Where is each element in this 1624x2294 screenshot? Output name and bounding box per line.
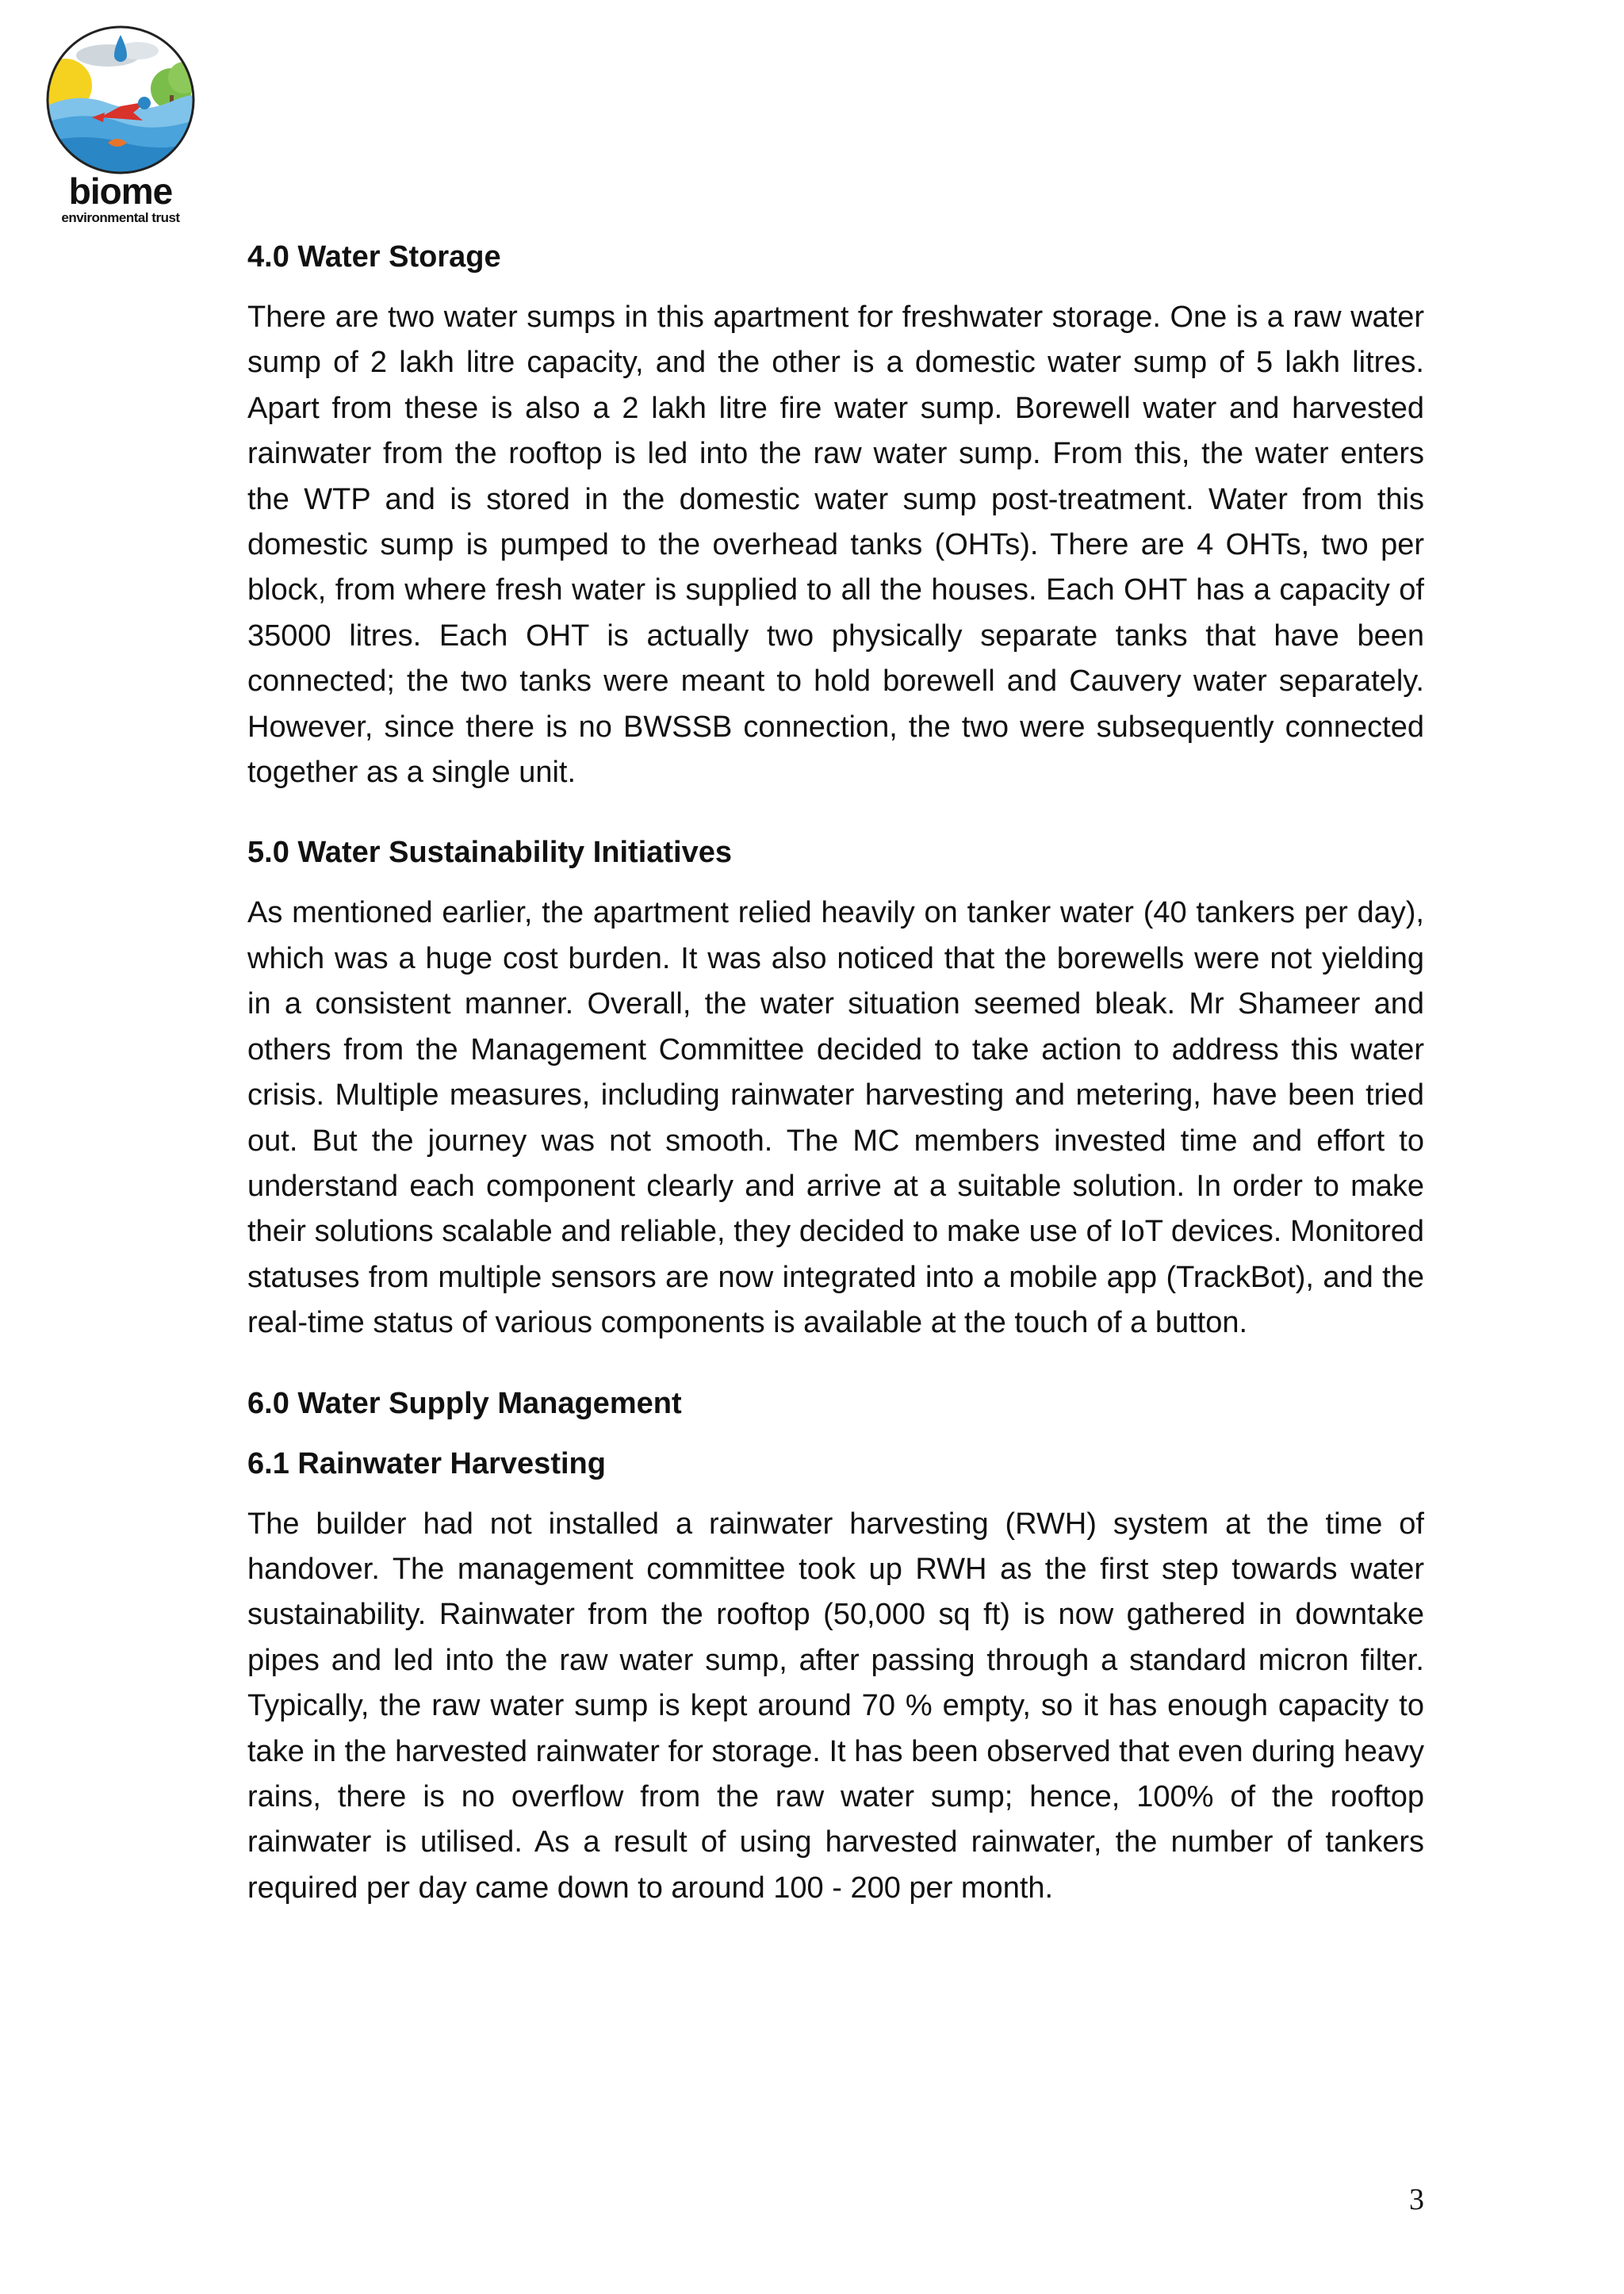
logo-tagline: environmental trust <box>61 210 180 225</box>
section-paragraph: The builder had not installed a rainwater harvesting (RWH) system at the time of handover. The management committee took up RWH as the first step towards water sustainability. Rainwater from the rooftop (50,000 sq ft) is now gathered in downtake pipes and led into the raw water sump, after passing through a standard micron filter. Typically, the raw water sump is kept around 70 % empty, so it has enough capacity to take in the harvested rainwater for storage. It has been observed that even during heavy rains, there is no overflow from the raw water sump; hence, 100% of the rooftop rainwater is utilised. As a result of using harvested rainwater, the number of tankers required per day came down to around 100 - 200 per month. <box>247 1507 1424 1905</box>
section-paragraph: As mentioned earlier, the apartment relied heavily on tanker water (40 tankers per day), which was a huge cost burden. It was also noticed that the borewells were not yielding in a consistent manner. Overall, the water situation seemed bleak. Mr Shameer and others from the Management Committee decided to take action to address this water crisis. Multiple measures, including rainwater harvesting and metering, have been tried out. But the journey was not smooth. The MC members invested time and effort to understand each component clearly and arrive at a suitable solution. In order to make their solutions scalable and reliable, they decided to make use of IoT devices. Monitored statuses from multiple sensors are now integrated into a mobile app (TrackBot), and the real-time status of various components is available at the touch of a button. <box>247 896 1424 1340</box>
section-water-supply-management <box>247 1381 1424 1912</box>
biome-logo-emblem-icon <box>44 24 197 176</box>
biome-logo <box>41 24 200 226</box>
section-paragraph: There are two water sumps in this apartment for freshwater storage. One is a raw water sump of 2 lakh litre capacity, and the other is a domestic water sump of 5 lakh litres. Apart from these is also a 2 lakh litre fire water sump. Borewell water and harvested rainwater from the rooftop is led into the raw water sump. From this, the water enters the WTP and is stored in the domestic water sump post-treatment. Water from this domestic sump is pumped to the overhead tanks (OHTs). There are 4 OHTs, two per block, from where fresh water is supplied to all the houses. Each OHT has a capacity of 35000 litres. Each OHT is actually two physically separate tanks that have been connected; the two tanks were meant to hold borewell and Cauvery water separately. However, since there is no BWSSB connection, the two were subsequently connected together as a single unit. <box>247 301 1424 790</box>
section-water-sustainability-initiatives <box>247 830 1424 1346</box>
section-heading: 5.0 Water Sustainability Initiatives <box>247 836 733 870</box>
section-heading: 4.0 Water Storage <box>247 240 501 274</box>
section-heading: 6.0 Water Supply Management <box>247 1386 682 1420</box>
page-number: 3 <box>1409 2183 1424 2216</box>
document-body <box>247 235 1424 1911</box>
section-water-storage <box>247 235 1424 795</box>
logo-wordmark: biome <box>68 170 173 212</box>
subsection-heading: 6.1 Rainwater Harvesting <box>247 1446 606 1480</box>
